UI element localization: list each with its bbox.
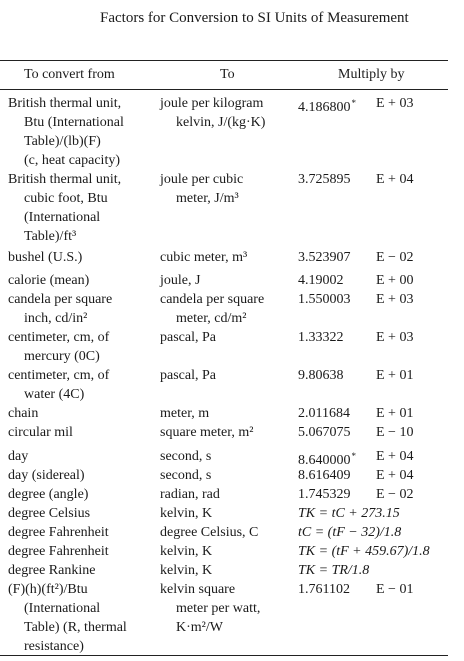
- to-unit: [160, 447, 290, 466]
- factor-value: [298, 366, 368, 385]
- from-unit: [8, 466, 154, 485]
- exact-mark: *: [351, 451, 356, 461]
- from-unit: [8, 366, 154, 404]
- factor-exponent: E + 01: [376, 368, 414, 383]
- conversion-formula: TK = tC + 273.15: [298, 506, 400, 521]
- factor-exponent: E − 02: [376, 487, 414, 502]
- table-row: [0, 523, 448, 542]
- from-unit-line: mercury (0C): [24, 349, 100, 364]
- header-from: To convert from: [24, 67, 115, 82]
- to-unit: [160, 328, 290, 347]
- factor-number: 1.33322: [298, 330, 344, 345]
- factor-number: 9.80638: [298, 368, 344, 383]
- to-unit-line: cubic meter, m³: [160, 250, 248, 265]
- from-unit: [8, 271, 154, 290]
- factor-number: 3.725895: [298, 172, 351, 187]
- table-row: [0, 94, 448, 170]
- factor-exponent: E + 03: [376, 292, 414, 307]
- factor-exponent: E + 00: [376, 273, 414, 288]
- factor-value: [298, 94, 368, 117]
- from-unit: [8, 423, 154, 442]
- from-unit-line: water (4C): [24, 387, 85, 402]
- from-unit-line: centimeter, cm, of: [8, 368, 110, 383]
- to-unit-line: kelvin, K: [160, 563, 213, 578]
- header-to: To: [220, 67, 235, 82]
- table-row: [0, 561, 448, 580]
- factor-exponent: E + 03: [376, 330, 414, 345]
- to-unit: [160, 404, 290, 423]
- from-unit-line: degree Rankine: [8, 563, 96, 578]
- to-unit-line: meter, cd/m²: [176, 311, 247, 326]
- from-unit-line: degree Fahrenheit: [8, 525, 109, 540]
- factor-exponent: E − 02: [376, 250, 414, 265]
- to-unit: [160, 290, 290, 328]
- factor-value: [298, 466, 368, 485]
- from-unit-line: Table) (R, thermal: [24, 620, 127, 635]
- to-unit-line: joule, J: [160, 273, 201, 288]
- from-unit-line: (International: [24, 210, 101, 225]
- to-unit-line: joule per cubic: [160, 172, 244, 187]
- factor-value: [298, 271, 368, 290]
- exact-mark: *: [351, 98, 356, 108]
- table-row: [0, 290, 448, 328]
- table-row: [0, 542, 448, 561]
- from-unit-line: resistance): [24, 639, 84, 654]
- factor-number: 4.186800: [298, 100, 351, 115]
- table-row: [0, 328, 448, 366]
- factor-value: [298, 328, 368, 347]
- to-unit: [160, 170, 290, 208]
- conversion-formula: TK = TR/1.8: [298, 563, 370, 578]
- from-unit-line: (F)(h)(ft²)/Btu: [8, 582, 88, 597]
- factor-number: 3.523907: [298, 250, 351, 265]
- table-row: [0, 466, 448, 485]
- from-unit-line: degree (angle): [8, 487, 89, 502]
- to-unit-line: joule per kilogram: [160, 96, 264, 111]
- to-unit-line: kelvin, K: [160, 544, 213, 559]
- factor-exponent: E + 04: [376, 449, 414, 464]
- from-unit: [8, 485, 154, 504]
- to-unit: [160, 523, 290, 542]
- column-headers: [0, 67, 448, 85]
- from-unit: [8, 542, 154, 561]
- from-unit-line: (c, heat capacity): [24, 153, 120, 168]
- from-unit-line: day: [8, 449, 29, 464]
- from-unit-line: Table)/ft³: [24, 229, 77, 244]
- factor-number: 1.761102: [298, 582, 350, 597]
- to-unit: [160, 94, 290, 132]
- to-unit: [160, 561, 290, 580]
- to-unit-line: K·m²/W: [176, 620, 223, 635]
- table-bottom-rule: [0, 655, 448, 656]
- to-unit-line: meter per watt,: [176, 601, 261, 616]
- to-unit-line: meter, J/m³: [176, 191, 239, 206]
- factor-value: [298, 170, 368, 189]
- from-unit-line: bushel (U.S.): [8, 250, 83, 265]
- to-unit-line: square meter, m²: [160, 425, 254, 440]
- factor-value: [298, 290, 368, 309]
- from-unit-line: (International: [24, 601, 101, 616]
- from-unit-line: degree Fahrenheit: [8, 544, 109, 559]
- table-row: [0, 447, 448, 466]
- factor-number: 5.067075: [298, 425, 351, 440]
- table-row: [0, 271, 448, 290]
- from-unit: [8, 94, 154, 170]
- factor-exponent: E + 03: [376, 96, 414, 111]
- from-unit-line: calorie (mean): [8, 273, 90, 288]
- to-unit: [160, 423, 290, 442]
- from-unit: [8, 248, 154, 267]
- to-unit-line: kelvin, K: [160, 506, 213, 521]
- to-unit-line: pascal, Pa: [160, 330, 216, 345]
- header-rule: [0, 89, 448, 90]
- from-unit: [8, 561, 154, 580]
- from-unit-line: day (sidereal): [8, 468, 85, 483]
- from-unit-line: chain: [8, 406, 39, 421]
- to-unit: [160, 504, 290, 523]
- factor-value: [298, 580, 368, 599]
- table-top-rule: [0, 60, 448, 61]
- factor-number: 4.19002: [298, 273, 344, 288]
- to-unit: [160, 466, 290, 485]
- factor-exponent: E − 10: [376, 425, 414, 440]
- factor-number: 8.616409: [298, 468, 351, 483]
- from-unit: [8, 328, 154, 366]
- from-unit-line: cubic foot, Btu: [24, 191, 108, 206]
- table-row: [0, 504, 448, 523]
- from-unit: [8, 447, 154, 466]
- factor-value: [298, 423, 368, 442]
- to-unit-line: radian, rad: [160, 487, 220, 502]
- factor-value: [298, 248, 368, 267]
- page-title: Factors for Conversion to SI Units of Measurement: [100, 10, 409, 26]
- table-row: [0, 170, 448, 248]
- from-unit: [8, 290, 154, 328]
- to-unit: [160, 485, 290, 504]
- from-unit-line: British thermal unit,: [8, 172, 122, 187]
- factor-exponent: E + 04: [376, 468, 414, 483]
- to-unit: [160, 366, 290, 385]
- from-unit: [8, 580, 154, 656]
- to-unit: [160, 542, 290, 561]
- to-unit-line: candela per square: [160, 292, 265, 307]
- to-unit: [160, 271, 290, 290]
- factor-exponent: E − 01: [376, 582, 414, 597]
- header-multiply: Multiply by: [338, 67, 405, 82]
- table-row: [0, 404, 448, 423]
- to-unit-line: meter, m: [160, 406, 210, 421]
- to-unit: [160, 580, 290, 637]
- table-row: [0, 485, 448, 504]
- table-row: [0, 423, 448, 447]
- from-unit-line: British thermal unit,: [8, 96, 122, 111]
- factor-exponent: E + 01: [376, 406, 414, 421]
- from-unit: [8, 523, 154, 542]
- to-unit: [160, 248, 290, 267]
- from-unit-line: Table)/(lb)(F): [24, 134, 101, 149]
- conversion-table: [0, 94, 448, 656]
- from-unit-line: inch, cd/in²: [24, 311, 88, 326]
- table-row: [0, 366, 448, 404]
- conversion-formula: tC = (tF − 32)/1.8: [298, 525, 402, 540]
- to-unit-line: kelvin, J/(kg·K): [176, 115, 266, 130]
- to-unit-line: second, s: [160, 449, 212, 464]
- from-unit: [8, 170, 154, 246]
- from-unit-line: candela per square: [8, 292, 113, 307]
- factor-number: 2.011684: [298, 406, 350, 421]
- factor-number: 1.745329: [298, 487, 351, 502]
- table-row: [0, 248, 448, 271]
- factor-value: [298, 485, 368, 504]
- factor-number: 8.640000: [298, 453, 351, 468]
- from-unit: [8, 404, 154, 423]
- from-unit-line: centimeter, cm, of: [8, 330, 110, 345]
- conversion-formula: TK = (tF + 459.67)/1.8: [298, 544, 430, 559]
- table-row: [0, 580, 448, 656]
- from-unit: [8, 504, 154, 523]
- factor-value: [298, 404, 368, 423]
- from-unit-line: degree Celsius: [8, 506, 91, 521]
- factor-exponent: E + 04: [376, 172, 414, 187]
- to-unit-line: degree Celsius, C: [160, 525, 259, 540]
- to-unit-line: second, s: [160, 468, 212, 483]
- from-unit-line: Btu (International: [24, 115, 124, 130]
- to-unit-line: kelvin square: [160, 582, 236, 597]
- to-unit-line: pascal, Pa: [160, 368, 216, 383]
- factor-number: 1.550003: [298, 292, 351, 307]
- from-unit-line: circular mil: [8, 425, 73, 440]
